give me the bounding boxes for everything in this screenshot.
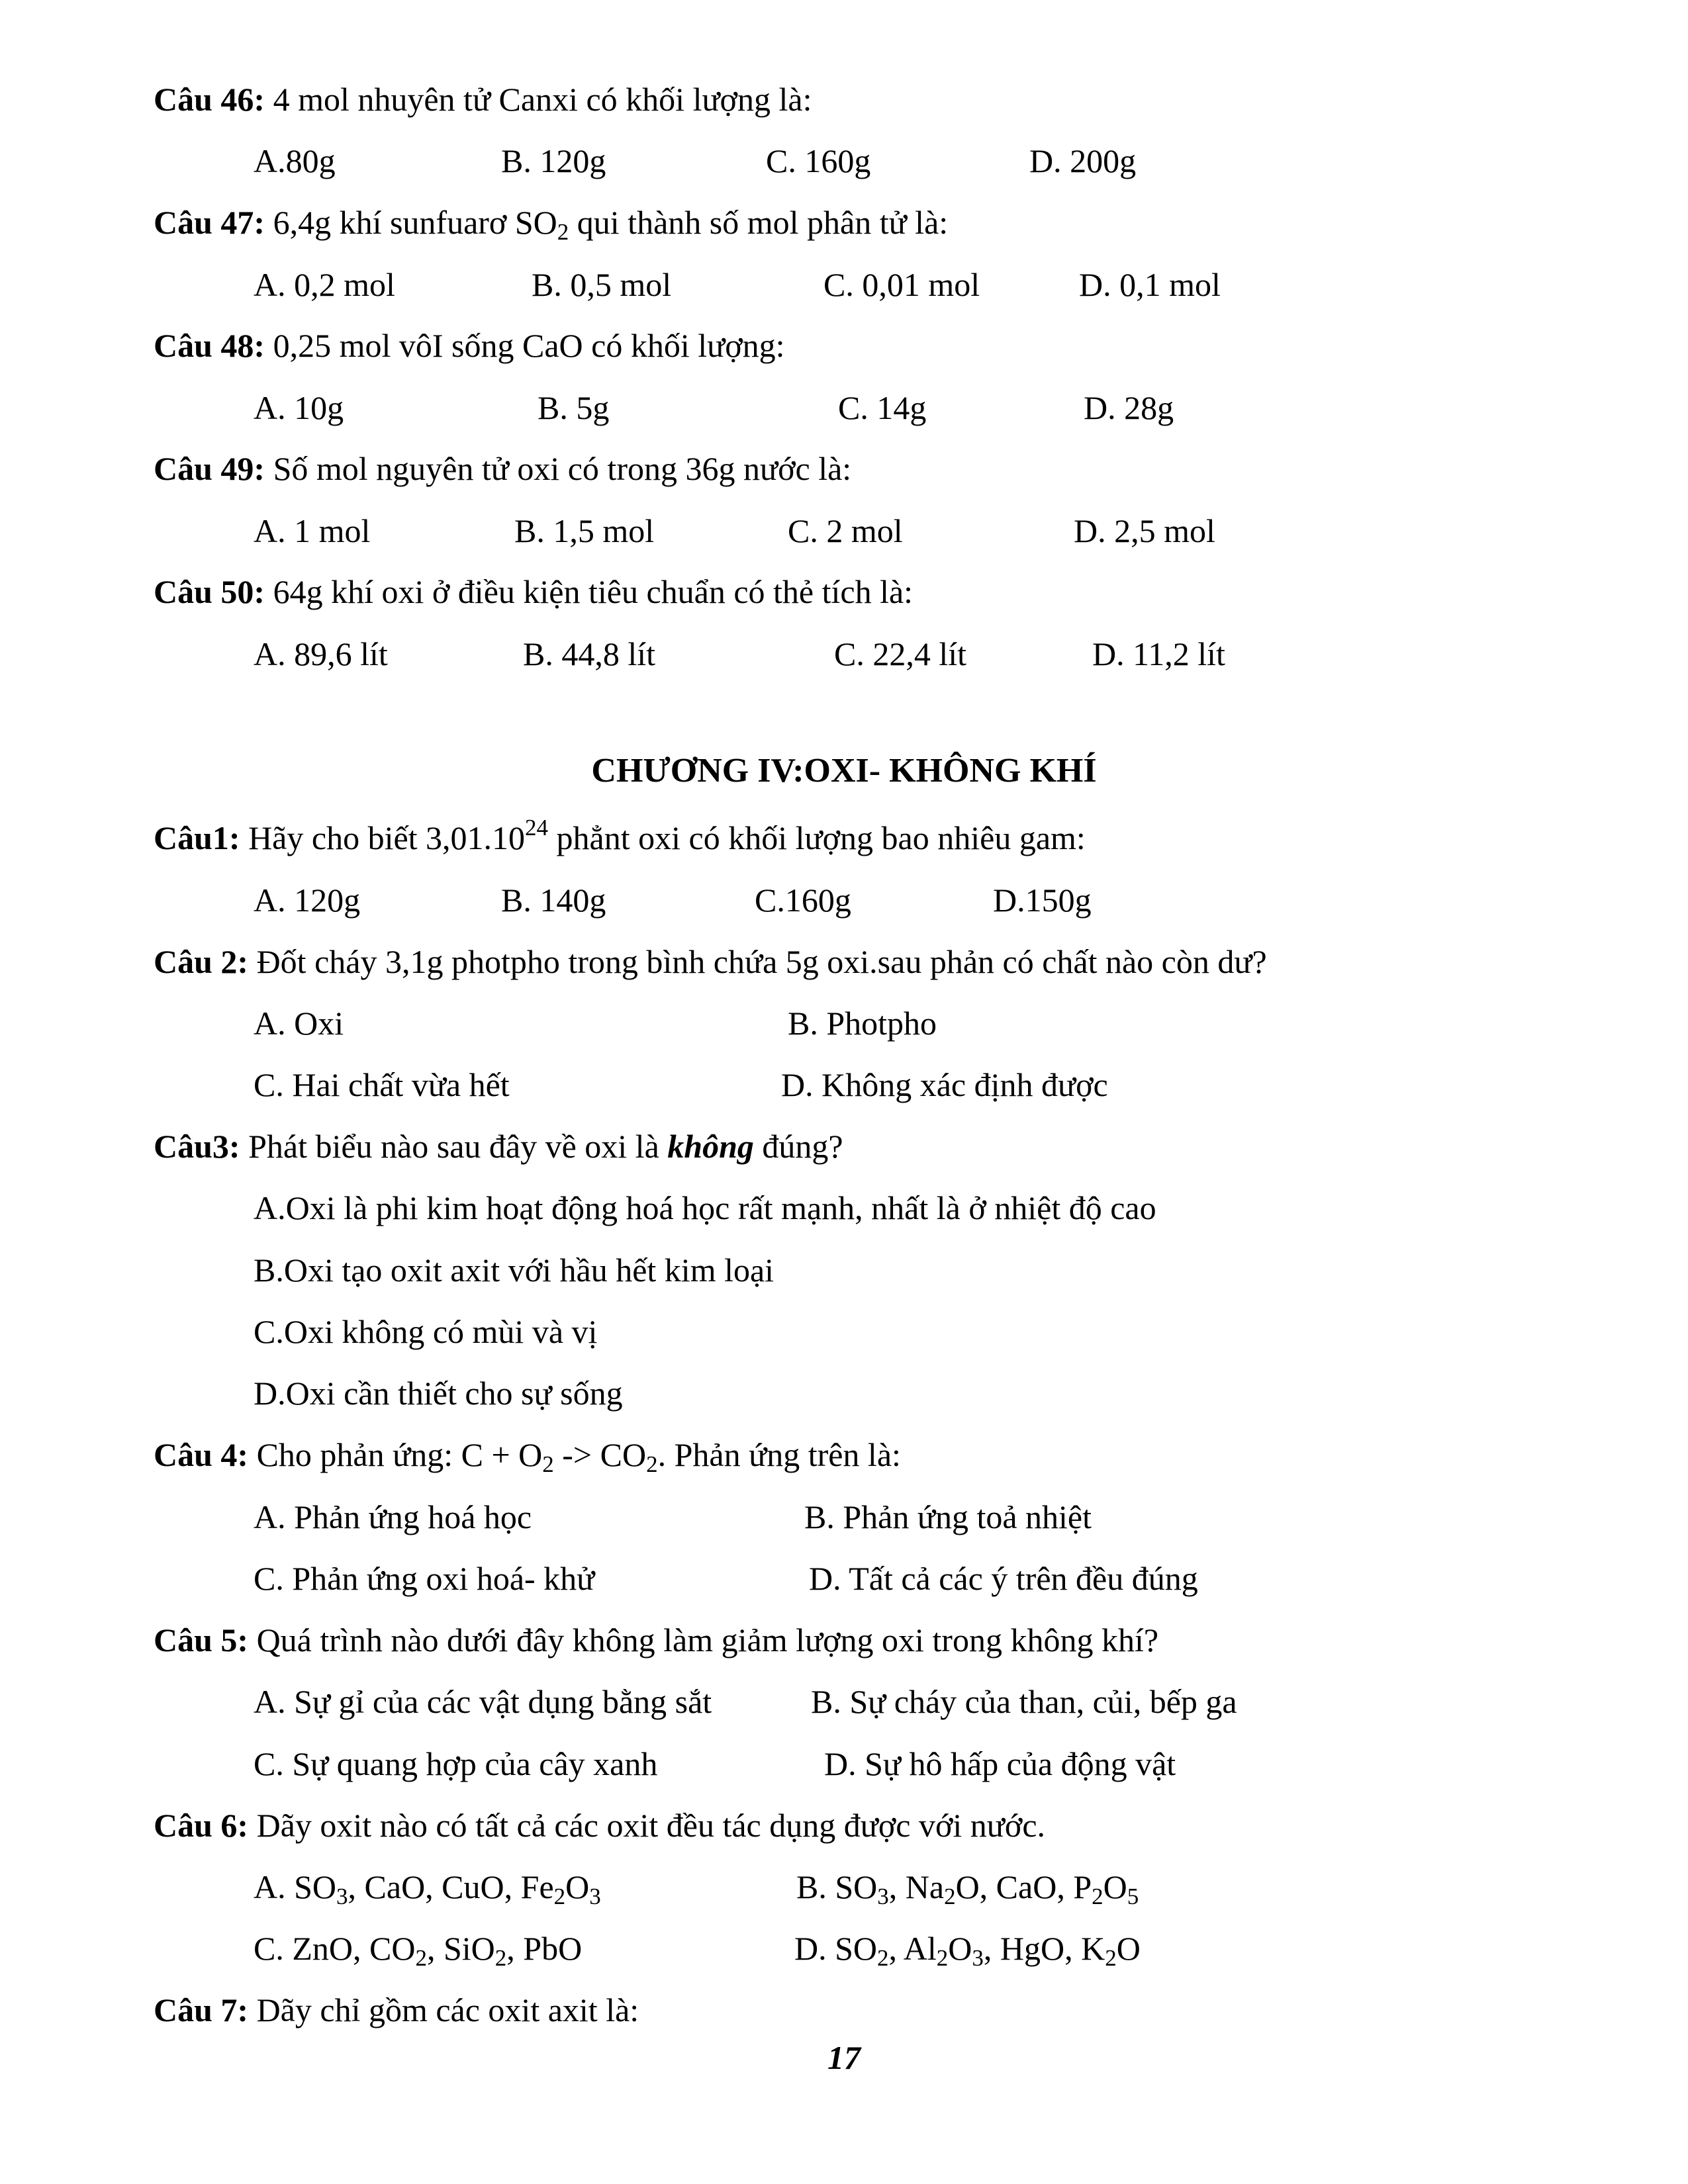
c2-option-b: B. Photpho xyxy=(788,1005,937,1042)
c4-option-c: C. Phản ứng oxi hoá- khử xyxy=(254,1560,595,1597)
c3-option-b: B.Oxi tạo oxit axit với hầu hết kim loại xyxy=(254,1251,774,1289)
chapter-question-4: Câu 4: Cho phản ứng: $C + O_2 -> CO_2$. Phản ứng trên là: xyxy=(154,1436,901,1477)
chapter-question-1: Câu1: Hãy cho biết 3,01.10$^{24}$ phẳnt oxi có khối lượng bao nhiêu gam: xyxy=(154,815,1086,856)
q50-option-a: A. 89,6 lít xyxy=(254,635,388,672)
c4-option-a: A. Phản ứng hoá học xyxy=(254,1498,532,1535)
c6-option-b: B. $SO_3$, $Na_2O$, CaO, $P_2O_5$ xyxy=(796,1868,1139,1909)
chapter-question-3: Câu3: Phát biểu nào sau đây về oxi là không đúng? xyxy=(154,1128,843,1165)
c3-option-a: A.Oxi là phi kim hoạt động hoá học rất mạnh, nhất là ở nhiệt độ cao xyxy=(254,1189,1156,1226)
q50-option-b: B. 44,8 lít xyxy=(523,635,656,672)
q50-option-d: D. 11,2 lít xyxy=(1092,635,1225,672)
question-50: Câu 50: 64g khí oxi ở điều kiện tiêu chuẩn có thẻ tích là: xyxy=(154,573,914,610)
q46-option-d: D. 200g xyxy=(1029,142,1137,179)
chapter-question-6: Câu 6: Dãy oxit nào có tất cả các oxit đều tác dụng được với nước. xyxy=(154,1807,1046,1844)
c1-option-d: D.150g xyxy=(993,882,1092,919)
q50-option-c: C. 22,4 lít xyxy=(834,635,967,672)
c5-option-d: D. Sự hô hấp của động vật xyxy=(824,1745,1176,1782)
q49-option-c: C. 2 mol xyxy=(788,512,903,549)
q49-option-b: B. 1,5 mol xyxy=(514,512,655,549)
q47-option-b: B. 0,5 mol xyxy=(532,266,672,303)
q49-option-d: D. 2,5 mol xyxy=(1074,512,1215,549)
c3-option-d: D.Oxi cần thiết cho sự sống xyxy=(254,1375,623,1412)
chapter-title: CHƯƠNG IV:OXI- KHÔNG KHÍ xyxy=(591,752,1097,790)
c2-option-d: D. Không xác định được xyxy=(781,1066,1108,1103)
chapter-question-7: Câu 7: Dãy chỉ gồm các oxit axit là: xyxy=(154,1991,639,2028)
c6-option-a: A. $SO_3$, CaO, CuO, $Fe_2O_3$ xyxy=(254,1868,601,1909)
q49-option-a: A. 1 mol xyxy=(254,512,371,549)
q46-option-c: C. 160g xyxy=(766,142,871,179)
c5-option-a: A. Sự gỉ của các vật dụng bằng sắt xyxy=(254,1683,712,1720)
c4-option-b: B. Phản ứng toả nhiệt xyxy=(804,1498,1092,1535)
c3-option-c: C.Oxi không có mùi và vị xyxy=(254,1313,598,1350)
q46-option-a: A.80g xyxy=(254,142,336,179)
c6-option-c: C. ZnO, $CO_2$, SiO$_2$, PbO xyxy=(254,1930,583,1971)
q47-option-c: C. 0,01 mol xyxy=(823,266,980,303)
c5-option-b: B. Sự cháy của than, củi, bếp ga xyxy=(811,1683,1237,1720)
c1-option-b: B. 140g xyxy=(501,882,606,919)
chapter-question-5: Câu 5: Quá trình nào dưới đây không làm giảm lượng oxi trong không khí? xyxy=(154,1621,1159,1659)
q46-option-b: B. 120g xyxy=(501,142,606,179)
c5-option-c: C. Sự quang hợp của cây xanh xyxy=(254,1745,658,1782)
c2-option-a: A. Oxi xyxy=(254,1005,344,1042)
q48-option-d: D. 28g xyxy=(1084,389,1174,426)
chapter-question-2: Câu 2: Đốt cháy 3,1g photpho trong bình chứa 5g oxi.sau phản có chất nào còn dư? xyxy=(154,943,1267,980)
q47-option-d: D. 0,1 mol xyxy=(1079,266,1221,303)
c1-option-c: C.160g xyxy=(755,882,851,919)
q48-option-a: A. 10g xyxy=(254,389,344,426)
question-49: Câu 49: Số mol nguyên tử oxi có trong 36g nước là: xyxy=(154,450,852,487)
question-48: Câu 48: 0,25 mol vôI sống CaO có khối lượng: xyxy=(154,327,785,364)
page-number: 17 xyxy=(827,2039,861,2076)
q47-option-a: A. 0,2 mol xyxy=(254,266,395,303)
question-47: Câu 47: 6,4g khí sunfuarơ $SO_2$ qui thành số mol phân tử là: xyxy=(154,204,949,245)
question-46: Câu 46: 4 mol nhuyên tử Canxi có khối lượng là: xyxy=(154,81,812,118)
q48-option-c: C. 14g xyxy=(838,389,927,426)
q48-option-b: B. 5g xyxy=(538,389,610,426)
c1-option-a: A. 120g xyxy=(254,882,361,919)
c4-option-d: D. Tất cả các ý trên đều đúng xyxy=(809,1560,1198,1597)
c2-option-c: C. Hai chất vừa hết xyxy=(254,1066,510,1103)
c6-option-d: D. $SO_2$, $Al_2O_3$, HgO, $K_2O$ xyxy=(794,1930,1141,1971)
